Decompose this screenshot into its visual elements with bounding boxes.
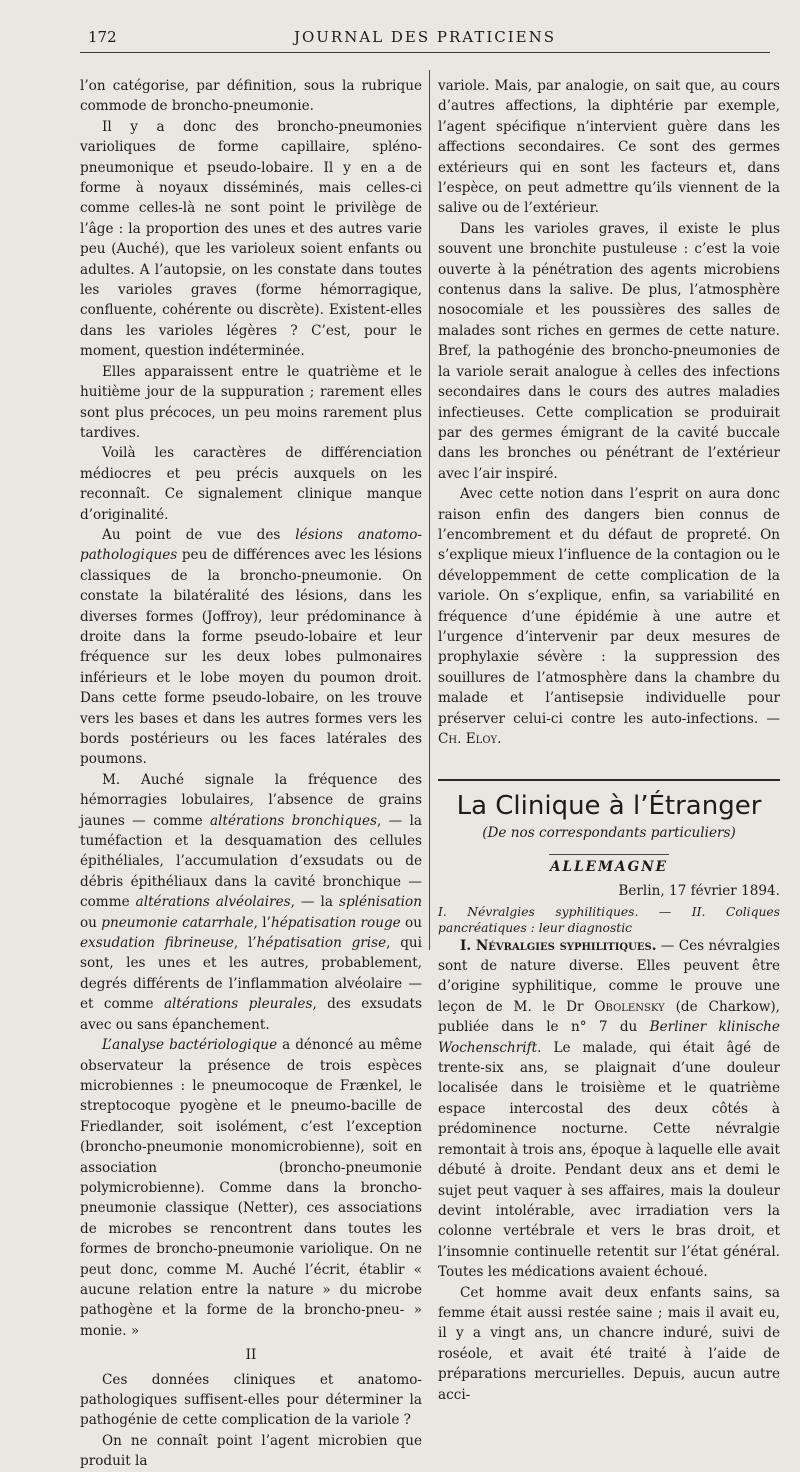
paragraph: Ces données cliniques et anatomo-pathologiques suffisent-elles pour déterminer la pathogénie de cette complication de la variole ? [80,1371,422,1429]
paragraph: Elles apparaissent entre le quatrième et le huitième jour de la suppuration ; rarement elles sont plus précoces, un peu moins rarement plus tardives. [80,363,422,441]
paragraph: l’on catégorise, par définition, sous la rubrique commode de broncho-pneumonie. [80,78,422,115]
section-subtitle: (De nos correspondants particuliers) [482,825,736,842]
country-heading: ALLEMAGNE [549,854,669,877]
paragraph: Cet homme avait deux enfants sains, sa femme était aussi restée saine ; mais il avait eu, il y a vingt ans, un chancre induré, suivi de roséole, et avait été traité à l’aide de préparations mercurielles. Depuis, aucun autre acci- [438,1284,780,1403]
paragraph: Avec cette notion dans l’esprit on aura donc raison enfin des dangers bien connus de l’encombrement et du défaut de propreté. On s’explique mieux l’influence de la contagion ou le développemment de cette complication de la variole. On s’explique, enfin, sa variabilité en fréquence d’une épidémie à une autre et l’urgence d’intervenir par deux mesures de prophylaxie sévère : la suppression des souillures de l’atmosphère dans la chambre du malade et l’antisepsie individuelle pour préserver celui-ci contre les auto-infections. — Ch. Eloy. [438,486,780,747]
paragraph: I. Névralgies syphilitiques. — Ces névralgies sont de nature diverse. Elles peuvent être d’origine syphilitique, comme le prouve une leçon de M. le Dr Obolensky (de Charkow), publiée dans le n° 7 du Berliner klinische Wochenschrift. Le malade, qui était âgé de trente-six ans, se plaignait d’une douleur localisée dans le troisième et le quatrième espace intercostal des deux côtés à prédominence nocturne. Cette névralgie remontait à trois ans, époque à laquelle elle avait débuté à droite. Pendant deux ans et demi le sujet peut vaquer à ses affaires, mais la douleur devint intolérable, avec irradiation vers la colonne vertébrale et vers le bras droit, et l’insomnie continuelle retentit sur l’état général. Toutes les médications avaient échoué. [438,937,781,1281]
running-title: JOURNAL DES PRATICIENS [293,28,557,46]
page-number: 172 [88,28,117,46]
author-signature: Ch. Eloy. [438,731,502,747]
article-summary: I. Névralgies syphilitiques. — II. Coliques pancréatiques : leur diagnostic [438,904,780,935]
paragraph: Au point de vue des lésions anatomo-pathologiques peu de différences avec les lésions classiques de la broncho-pneumonie. On constate la bilatéralité des lésions, dans les diverses formes (Joffroy), leur prédominance à droite dans la forme pseudo-lobaire et leur fréquence sur les deux lobes pulmonaires inférieurs et le lobe moyen du poumon droit. Dans cette forme pseudo-lobaire, on les trouve vers les bases et dans les autres formes vers les bords postérieurs ou les faces latérales des poumons. [80,526,422,768]
paragraph: Il y a donc des broncho-pneumonies varioliques de forme capillaire, spléno-pneumonique et pseudo-lobaire. Il y en a de forme à noyaux disséminés, mais celles-ci comme celles-là ne sont point le privilège de l’âge : la proportion des unes et des autres varie peu (Auché), que les varioleux soient enfants ou adultes. A l’autopsie, on les constate dans toutes les varioles graves (forme hémorragique, confluente, cohérente ou discrète). Existent-elles dans les varioles légères ? C’est, pour le moment, question indéterminée. [80,118,422,360]
paragraph: Dans les varioles graves, il existe le plus souvent une bronchite pustuleuse : c’est la voie ouverte à la pénétration des agents microbiens contenus dans la salive. De plus, l’atmosphère nosocomiale et les poussières des salles de malades sont riches en germes de cette nature. Bref, la pathogénie des broncho-pneumonies de la variole serait analogue à celles des infections secondaires dans le cours des autres maladies infectieuses. Cette complication se produirait par des germes émigrant de la cavité buccale dans les bronches ou pénétrant de l’extérieur avec l’air inspiré. [438,220,780,482]
section-numeral: II [245,1347,257,1364]
left-column [80,76,422,1472]
column-divider [429,70,430,950]
right-column [438,76,780,1405]
text-columns [80,70,781,1470]
page-header [80,22,770,53]
paragraph: L’analyse bactériologique a dénoncé au même observateur la présence de trois espèces microbiennes : le pneumocoque de Frænkel, le streptocoque pyogène et le pneumo-bacille de Friedlander, soit isolément, c’est l’exception (broncho-pneumonie monomicrobienne), soit en association (broncho-pneumonie polymicrobienne). Comme dans la broncho-pneumonie classique (Netter), ces associations de microbes se rencontrent dans toutes les formes de broncho-pneumonie variolique. On ne peut donc, comme M. Auché l’écrit, établir « aucune relation entre la nature » du microbe pathogène et la forme de la broncho-pneu- » monie. » [80,1037,422,1339]
paragraph: Voilà les caractères de différenciation médiocres et peu précis auxquels on les reconnaît. Ce signalement clinique manque d’originalité. [80,445,422,523]
dateline: Berlin, 17 février 1894. [618,883,780,900]
subsection-lead: I. Névralgies syphilitiques. [460,937,657,954]
section-title: La Clinique à l’Étranger [438,779,780,821]
paragraph: variole. Mais, par analogie, on sait que, au cours d’autres affections, la diphtérie par exemple, l’agent spécifique n’intervient guère dans les affections secondaires. Ce sont des germes extérieurs qui en sont les facteurs et, dans l’espèce, on peut admettre qu’ils viennent de la salive ou de l’extérieur. [438,78,780,217]
paragraph: On ne connaît point l’agent microbien que produit la [80,1432,422,1470]
paragraph: M. Auché signale la fréquence des hémorragies lobulaires, l’absence de grains jaunes — comme altérations bronchiques, — la tuméfaction et la desquamation des cellules épithéliales, l’accumulation d’exsudats ou de débris épithéliaux dans la cavité bronchique — comme altérations alvéolaires, — la splénisation ou pneumonie catarrhale, l’hépatisation rouge ou exsudation fibrineuse, l’hépatisation grise, qui sont, les unes et les autres, probablement, degrés différents de l’inflammation alvéolaire — et comme altérations pleurales, des exsudats avec ou sans épanchement. [80,771,422,1033]
